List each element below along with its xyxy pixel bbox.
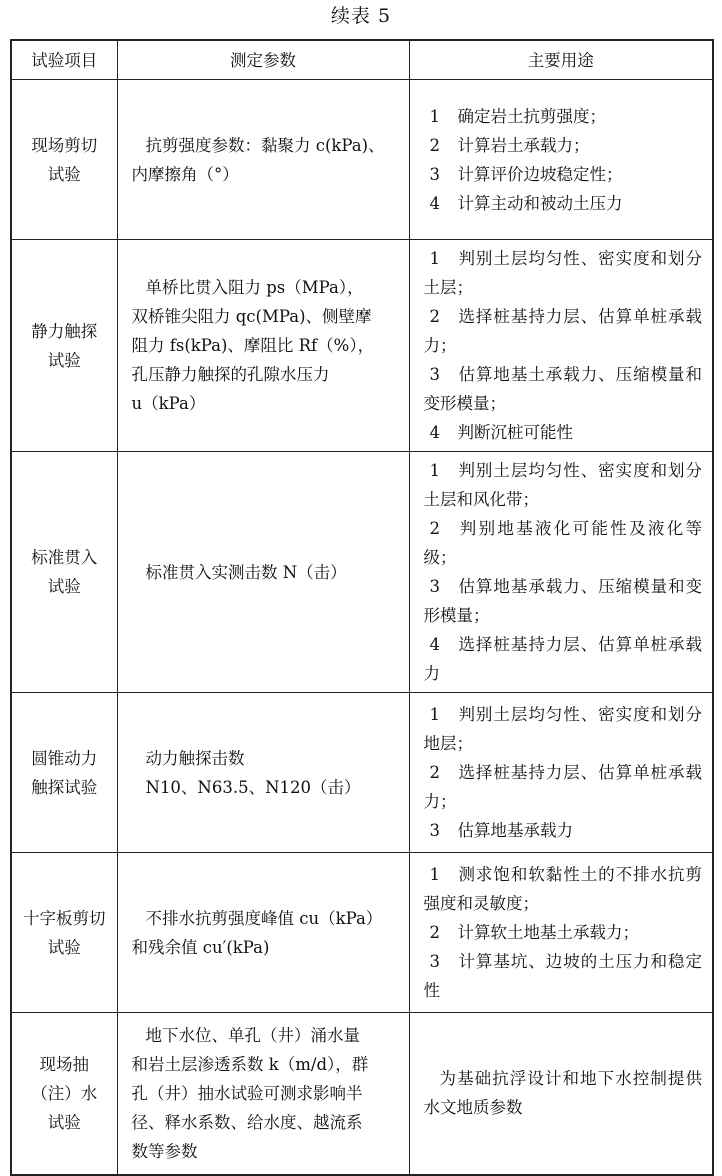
row-uses xyxy=(409,452,713,693)
row-test-item xyxy=(11,80,117,240)
item-line: 试验 xyxy=(47,1112,81,1132)
table-row xyxy=(11,853,713,1013)
row-test-item xyxy=(11,452,117,693)
row-uses xyxy=(409,80,713,240)
param-line: 标准贯入实测击数 N（击） xyxy=(145,562,347,582)
row-parameters xyxy=(117,240,409,452)
row-test-item xyxy=(11,693,117,853)
use-item: 3 估算地基土承载力、压缩模量和变形模量； xyxy=(423,365,702,413)
header-row xyxy=(11,40,713,80)
item-line: 十字板剪切 xyxy=(23,908,106,928)
header-main-use: 主要用途 xyxy=(409,40,713,80)
row-test-item xyxy=(11,240,117,452)
param-line: 抗剪强度参数：黏聚力 c(kPa)、 xyxy=(145,135,385,155)
use-item: 4 计算主动和被动土压力 xyxy=(429,193,623,213)
param-line: 不排水抗剪强度峰值 cu（kPa） xyxy=(145,908,383,928)
use-item: 2 判别地基液化可能性及液化等级； xyxy=(423,519,702,567)
table-row xyxy=(11,80,713,240)
row-uses xyxy=(409,240,713,452)
param-line: 动力触探击数 xyxy=(145,748,245,768)
param-line: 地下水位、单孔（井）涌水量 xyxy=(145,1025,360,1045)
use-item: 3 计算评价边坡稳定性； xyxy=(429,164,623,184)
item-line: 试验 xyxy=(47,937,81,957)
table-row xyxy=(11,240,713,452)
use-item: 2 计算软土地基土承载力； xyxy=(429,923,639,942)
use-text: 为基础抗浮设计和地下水控制提供水文地质参数 xyxy=(423,1069,702,1118)
table-row xyxy=(11,693,713,853)
item-line: 圆锥动力 xyxy=(31,748,98,768)
use-item: 4 选择桩基持力层、估算单桩承载力 xyxy=(423,635,702,683)
param-line: 孔压静力触探的孔隙水压力 xyxy=(131,365,330,384)
header-parameters: 测定参数 xyxy=(117,40,409,80)
row-test-item xyxy=(11,1013,117,1175)
use-item: 2 计算岩土承载力； xyxy=(429,135,590,155)
item-line: 标准贯入 xyxy=(31,548,98,567)
use-item: 4 判断沉桩可能性 xyxy=(429,423,573,442)
param-line: 径、释水系数、给水度、越流系 xyxy=(131,1112,363,1132)
param-line: 单桥比贯入阻力 ps（MPa）， xyxy=(145,278,364,297)
row-uses xyxy=(409,693,713,853)
param-line: 数等参数 xyxy=(131,1141,198,1161)
item-line: 静力触探 xyxy=(31,321,98,341)
use-item: 1 判别土层均匀性、密实度和划分土层和风化带； xyxy=(423,461,702,509)
param-line: 双桥锥尖阻力 qc(MPa)、侧壁摩 xyxy=(131,307,372,326)
use-item: 1 判别土层均匀性、密实度和划分土层； xyxy=(423,249,702,297)
row-parameters xyxy=(117,452,409,693)
item-line: 试验 xyxy=(47,164,81,184)
param-line: 和岩土层渗透系数 k（m/d），群 xyxy=(131,1054,369,1074)
row-parameters xyxy=(117,1013,409,1175)
param-line: N10、N63.5、N120（击） xyxy=(145,777,361,797)
item-line: 触探试验 xyxy=(31,777,98,797)
param-line: u（kPa） xyxy=(131,394,206,413)
item-line: 试验 xyxy=(47,350,81,370)
row-uses xyxy=(409,853,713,1013)
item-line: 现场剪切 xyxy=(31,135,98,155)
row-parameters xyxy=(117,853,409,1013)
use-item: 2 选择桩基持力层、估算单桩承载力； xyxy=(423,763,702,811)
use-item: 3 估算地基承载力、压缩模量和变形模量； xyxy=(423,577,702,625)
param-line: 孔（井）抽水试验可测求影响半 xyxy=(131,1083,363,1103)
row-uses xyxy=(409,1013,713,1175)
row-parameters xyxy=(117,693,409,853)
use-item: 1 测求饱和软黏性土的不排水抗剪强度和灵敏度； xyxy=(423,865,702,913)
param-line: 和残余值 cu′(kPa) xyxy=(131,937,270,957)
use-item: 2 选择桩基持力层、估算单桩承载力； xyxy=(423,307,702,355)
test-table xyxy=(10,39,714,1176)
table-row xyxy=(11,452,713,693)
table-caption: 续表 5 xyxy=(330,5,392,27)
use-item: 1 判别土层均匀性、密实度和划分地层； xyxy=(423,705,702,753)
item-line: 试验 xyxy=(47,577,81,596)
use-item: 1 确定岩土抗剪强度； xyxy=(429,106,606,126)
item-line: （注）水 xyxy=(31,1083,98,1103)
row-test-item xyxy=(11,853,117,1013)
use-item: 3 估算地基承载力 xyxy=(429,821,573,840)
item-line: 现场抽 xyxy=(39,1054,89,1074)
row-parameters xyxy=(117,80,409,240)
param-line: 内摩擦角（°） xyxy=(131,164,239,184)
table-row xyxy=(11,1013,713,1175)
param-line: 阻力 fs(kPa)、摩阻比 Rf（%）， xyxy=(131,336,375,355)
use-item: 3 计算基坑、边坡的土压力和稳定性 xyxy=(423,952,702,1000)
header-test-item: 试验项目 xyxy=(11,40,117,80)
